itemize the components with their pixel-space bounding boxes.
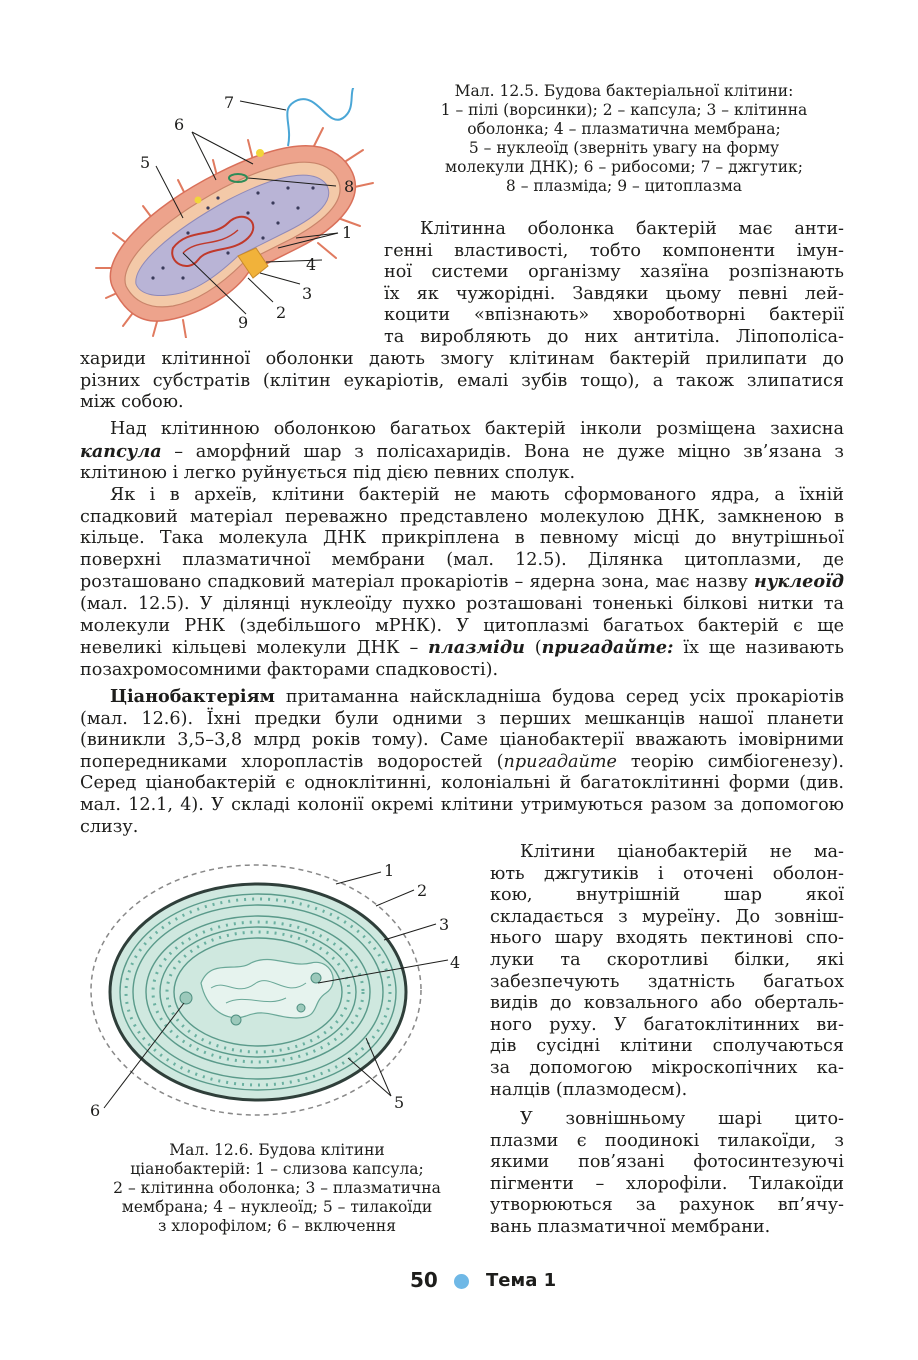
text-line: Клітини ціанобактерій не ма- [520,842,844,862]
text-line: складається з муреїну. До зовніш- [490,906,844,927]
caption-line: 8 – плазміда; 9 – цитоплазма [505,177,743,195]
page-footer [0,1268,918,1298]
label-3: 3 [439,915,450,934]
label-1: 1 [384,861,395,880]
text-line: ної системи організму хазяїна розпізнають [384,262,844,283]
bullet-dot-icon [454,1274,469,1289]
text-run: їх ще називають позахромосомними факторами спадковості). [80,638,844,680]
text-line: ють джгутиків і оточені оболон- [490,863,844,884]
caption-line: мембрана; 4 – нуклеоїд; 5 – тилакоїди [121,1198,433,1216]
text-line: якими пов’язані фотосинтезуючі [490,1152,844,1173]
label-5: 5 [140,153,151,172]
thylakoids-paragraph [490,1109,844,1239]
label-5: 5 [394,1093,405,1112]
text-line: коцити «впізнають» хвороботворні бактерії [384,305,844,326]
figure-12-5-caption [398,82,850,196]
term-plasmids: плазміди [428,637,525,659]
text-line: налців (плазмодесм). [490,1079,688,1100]
label-4: 4 [450,953,461,972]
cyanobacteria-wall-paragraph [490,842,844,1101]
text-line: Клітинна оболонка бактерій має анти- [420,219,844,239]
term-nucleoid: нуклеоїд [754,571,844,593]
text-line: видів до ковзального або оберталь- [490,993,844,1014]
text-line: хариди клітинної оболонки дають змогу клітинам бактерій прилипати до [80,349,844,369]
label-6: 6 [90,1101,101,1120]
cell-wall-paragraph-top [384,219,844,349]
text-line: генні властивості, тобто компоненти імун- [384,240,844,261]
text-run: (мал. 12.5). У ділянці нуклеоїду пухко розташовані тоненькі білкові нитки та молекули РНК (здебільшого мРНК). У цитоплазмі багатьох бактерій є ще невеликі кільцеві молекули ДНК – [80,593,844,659]
caption-line: Мал. 12.6. Будова клітини [169,1141,385,1159]
caption-line: 5 – нуклеоїд (зверніть увагу на форму [468,139,780,157]
caption-line: Мал. 12.5. Будова бактеріальної клітини: [454,82,794,100]
label-6: 6 [174,115,185,134]
label-1: 1 [342,223,353,242]
text-run: Над клітинною оболонкою багатьох бактерій інколи розміщена захисна [110,419,844,439]
text-line: дів сусідні клітини сполучаються [490,1036,844,1057]
text-run: – аморфний шар з полісахаридів. Вона не дуже міцно зв’язана з клітиною і легко руйнується під дією певних сполук. [80,441,844,484]
label-8: 8 [344,177,355,196]
text-line: пігменти – хлорофіли. Тилакоїди [490,1173,844,1194]
text-line: та виробляють до них антитіла. Ліпополіса- [384,326,844,347]
text-line: за допомогою мікроскопічних ка- [490,1057,844,1078]
hint-remember: пригадайте: [541,637,674,659]
cell-wall-paragraph-bottom [80,349,844,414]
term-cyanobacteria: Ціанобактеріям [110,686,275,707]
page-number: 50 [410,1268,438,1292]
label-2: 2 [417,881,428,900]
caption-line: з хлорофілом; 6 – включення [157,1217,397,1235]
text-run: теорію симбіогенезу). Серед ціанобактерій є одноклітинні, колоніальні й багатоклітинні форми (див. мал. 12.1, 4). У складі колонії окремі клітини утримуються разом за допомогою слизу. [80,751,844,837]
figure-12-6-caption [78,1141,476,1236]
bacterial-cell-figure [88,88,378,338]
label-3: 3 [302,284,313,303]
caption-line: 1 – пілі (ворсинки); 2 – капсула; 3 – клітинна [440,101,808,119]
text-run: Як і в археїв, клітини бактерій не мають сформованого ядра, а їхній спадковий матеріал переважно представлено молекулою ДНК, замкненою в кільце. Така молекула ДНК прикріплена в певному місці до внутрішньої поверхні плазматичної мембрани (мал. 12.5). Ділянка цитоплазми, де розташовано спадковий матеріал прокаріотів – ядерна зона, має назву [80,485,844,593]
cyanobacterium-figure [86,858,466,1128]
text-line: нього шару входять пектинові спо- [490,928,844,949]
label-2: 2 [276,303,287,322]
text-line: різних субстратів (клітин еукаріотів, емалі зубів тощо), а також злипатися [80,370,844,391]
capsule-paragraph [80,419,844,485]
label-9: 9 [238,313,249,332]
text-line: вань плазматичної мембрани. [490,1216,771,1237]
text-run: ( [524,638,542,659]
text-line: У зовнішньому шарі цито- [520,1109,844,1129]
label-7: 7 [224,93,235,112]
cyanobacteria-paragraph [80,686,844,838]
nucleoid [201,959,333,1018]
caption-line: молекули ДНК); 6 – рибосоми; 7 – джгутик; [445,158,803,176]
text-line: ного руху. У багатоклітинних ви- [490,1014,844,1035]
flagellum [287,88,358,146]
caption-line: оболонка; 4 – плазматична мембрана; [467,120,781,138]
term-capsule: капсула [80,440,162,462]
text-run: притаманна найскладніша будова серед усіх прокаріотів (мал. 12.6). Їхні предки були одними з перших мешканців нашої планети (виникли 3,5–3,8 млрд років тому). Саме ціанобактерії вважають імовірними попередниками хлоропластів водоростей ( [80,687,844,772]
hint-remember: пригадайте [503,751,617,772]
label-4: 4 [306,255,317,274]
caption-line: 2 – клітинна оболонка; 3 – плазматична [113,1179,441,1197]
caption-line: ціанобактерій: 1 – слизова капсула; [130,1160,424,1178]
text-line: утворюються за рахунок вп’ячу- [490,1195,844,1216]
text-line: між собою. [80,392,184,413]
text-line: кою, внутрішній шар якої [490,885,844,906]
text-line: їх як чужорідні. Завдяки цьому певні лей- [384,283,844,304]
text-line: плазми є поодинокі тилакоїди, з [490,1130,844,1151]
topic-label: Тема 1 [486,1270,557,1291]
text-line: луки та скоротливі білки, які [490,949,844,970]
text-line: забезпечують здатність багатьох [490,971,844,992]
nucleoid-paragraph [80,485,844,681]
